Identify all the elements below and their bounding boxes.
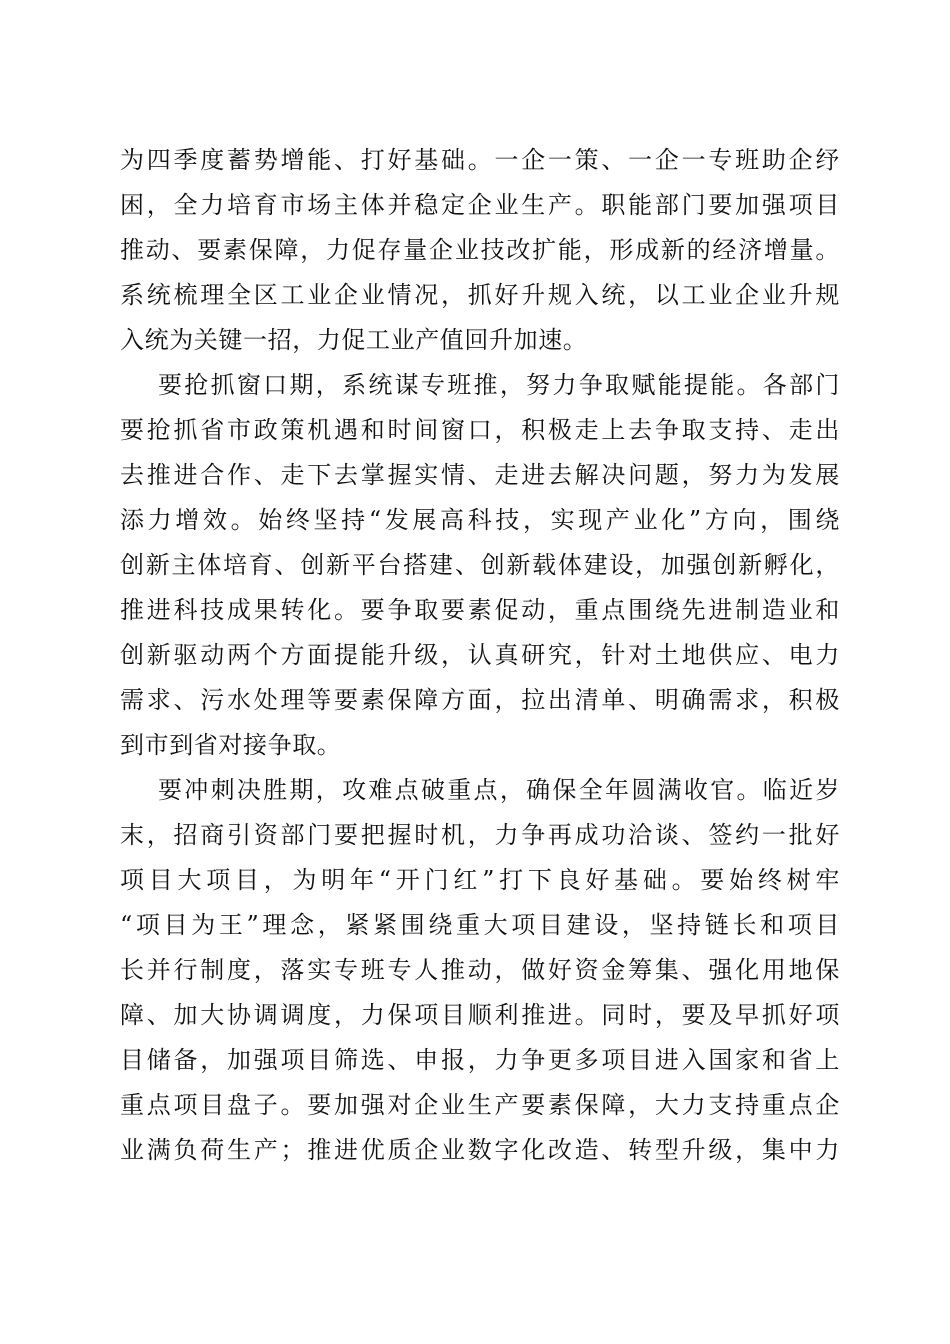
text-line: 到市到省对接争取。 (120, 731, 342, 759)
text-line: 创新主体培育、创新平台搭建、创新载体建设，加强创新孵化， (120, 551, 840, 579)
text-line: 困，全力培育市场主体并稳定企业生产。职能部门要加强项目 (120, 191, 840, 219)
text-line: 要抢抓省市政策机遇和时间窗口，积极走上去争取支持、走出 (120, 416, 840, 444)
text-line: 添力增效。始终坚持“发展高科技，实现产业化”方向，围绕 (120, 506, 840, 534)
text-line: 为四季度蓄势增能、打好基础。一企一策、一企一专班助企纾 (120, 146, 840, 174)
text-line: 入统为关键一招，力促工业产值回升加速。 (120, 326, 588, 354)
paragraph-first-line: 要冲刺决胜期，攻难点破重点，确保全年圆满收官。临近岁 (158, 776, 840, 804)
paragraph-first-line: 要抢抓窗口期，系统谋专班推，努力争取赋能提能。各部门 (158, 371, 840, 399)
text-line: 重点项目盘子。要加强对企业生产要素保障，大力支持重点企 (120, 1091, 840, 1119)
text-line: 长并行制度，落实专班专人推动，做好资金筹集、强化用地保 (120, 956, 840, 984)
text-line: 推进科技成果转化。要争取要素促动，重点围绕先进制造业和 (120, 596, 840, 624)
text-line: 系统梳理全区工业企业情况，抓好升规入统，以工业企业升规 (120, 281, 840, 309)
text-line: 业满负荷生产；推进优质企业数字化改造、转型升级，集中力 (120, 1136, 840, 1164)
text-line: 推动、要素保障，力促存量企业技改扩能，形成新的经济增量。 (120, 236, 840, 264)
text-line: 项目大项目，为明年“开门红”打下良好基础。要始终树牢 (120, 866, 840, 894)
text-line: 障、加大协调调度，力保项目顺利推进。同时，要及早抓好项 (120, 1001, 840, 1029)
text-line: 创新驱动两个方面提能升级，认真研究，针对土地供应、电力 (120, 641, 840, 669)
text-line: 去推进合作、走下去掌握实情、走进去解决问题，努力为发展 (120, 461, 840, 489)
text-line: “项目为王”理念，紧紧围绕重大项目建设，坚持链长和项目 (120, 911, 840, 939)
text-line: 需求、污水处理等要素保障方面，拉出清单、明确需求，积极 (120, 686, 840, 714)
text-line: 末，招商引资部门要把握时机，力争再成功洽谈、签约一批好 (120, 821, 840, 849)
text-line: 目储备，加强项目筛选、申报，力争更多项目进入国家和省上 (120, 1046, 840, 1074)
